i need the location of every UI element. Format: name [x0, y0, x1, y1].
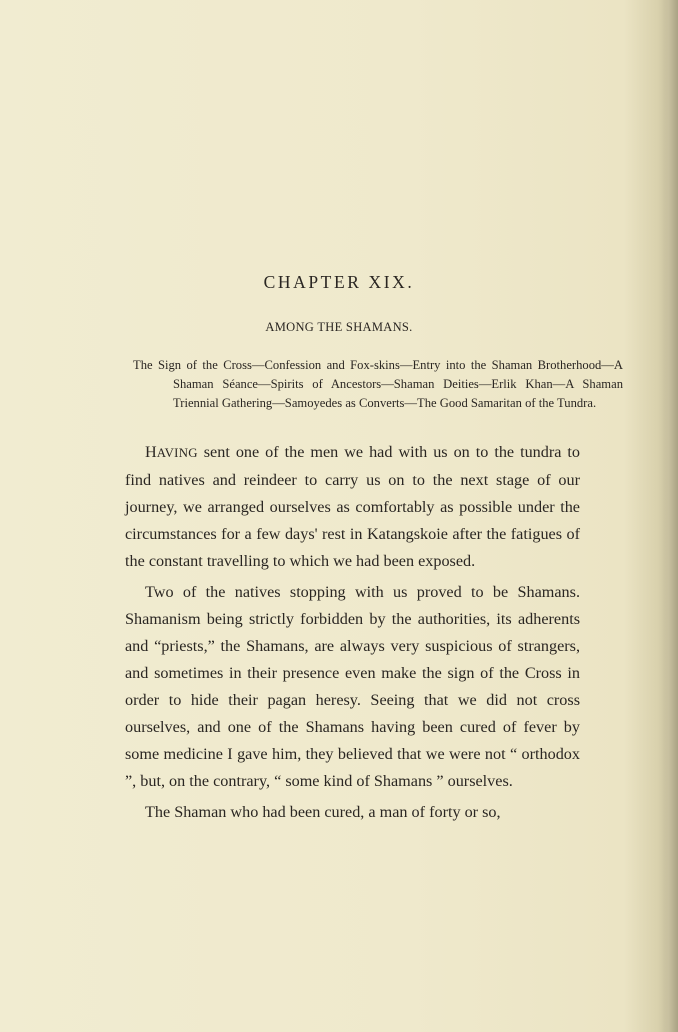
- body-text: [125, 439, 580, 826]
- paragraph-1: [125, 439, 580, 575]
- paragraph-2: Two of the natives stopping with us proved to be Shamans. Shamanism being strictly forbidden by the authorities, its adherents and “priests,” the Shamans, are always very suspicious of strangers, and sometimes in their presence even make the sign of the Cross in order to hide their pagan heresy. Seeing that we did not cross ourselves, and one of the Shamans having been cured of fever by some medicine I gave him, they believed that we were not “ orthodox ”, but, on the contrary, “ some kind of Shamans ” ourselves.: [125, 583, 580, 790]
- chapter-synopsis: The Sign of the Cross—Confession and Fox-skins—Entry into the Shaman Brotherhood—A Shaman Séance—Spirits of Ancestors—Shaman Deities—Erlik Khan—A Shaman Triennial Gathering—Samoyedes as Converts—The Good Samaritan of the Tundra.: [133, 358, 623, 410]
- drop-initial: H: [145, 443, 157, 461]
- paragraph-1-text: sent one of the men we had with us on to the tundra to find natives and reindeer to carry us on to the next stage of our journey, we arranged ourselves as comfortably as possible under the circumstances for a few days' rest in Katangskoie after the fatigues of the constant travelling to which we had been exposed.: [125, 443, 580, 570]
- page-edge-shadow: [662, 0, 678, 1032]
- chapter-title: CHAPTER XIX.: [263, 272, 415, 292]
- small-caps-word: AVING: [156, 446, 198, 460]
- chapter-subtitle: AMONG THE SHAMANS.: [265, 320, 413, 334]
- paragraph-3: The Shaman who had been cured, a man of forty or so,: [145, 803, 501, 821]
